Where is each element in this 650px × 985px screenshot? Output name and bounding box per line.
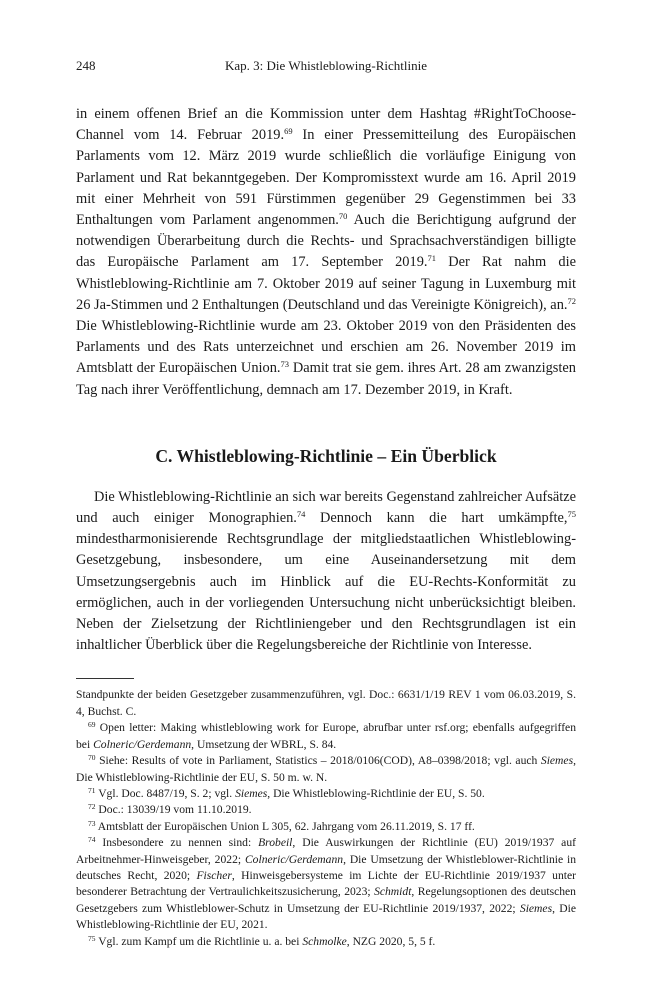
footnote-ref-69[interactable]: 69 <box>284 126 293 137</box>
running-head <box>76 58 576 78</box>
footnote-number: 70 <box>88 753 96 763</box>
author-name: Siemes <box>540 754 574 768</box>
footnote-ref-75[interactable]: 75 <box>567 509 576 520</box>
footnote-71: $^{71}$ Vgl. Doc. 8487/19, S. 2; vgl. Siemes, Die Whistleblowing-Richtlinie der EU, S. 50. <box>88 785 485 800</box>
footnote-ref-74[interactable]: 74 <box>296 509 306 520</box>
footnote-number: 75 <box>88 933 96 943</box>
footnote-number: 74 <box>88 835 96 845</box>
footnote-74: $^{74}$ Insbesondere zu nennen sind: Brobeil, Die Auswirkungen der Richtlinie (EU) 2019/1937 auf Arbeitnehmer-Hinweisgeber, 2022; Colneric/Gerdemann, Die Umsetzung der Whistleblower-Richtlinie in deutsches Recht, 2020; Fischer, Hinweisgebersysteme im Lichte der EU-Richtlinie 2019/1937 unter besonderer Betrachtung der Vertraulichkeitszusicherung, 2023; Schmidt, Regelungsoptionen des deutschen Gesetzgebers zum Whistleblower-Schutz in Umsetzung der EU-Richtlinie 2019/1937, 2022; Siemes, Die Whistleblowing-Richtlinie der EU, 2021. <box>76 835 576 932</box>
body-text <box>76 104 576 656</box>
author-name: Schmolke <box>302 934 347 948</box>
footnote-69: $^{69}$ Open letter: Making whistleblowing work for Europe, abrufbar unter rsf.org; ebenfalls aufgegriffen bei Colneric/Gerdemann, Umsetzung der WBRL, S. 84. <box>76 720 576 751</box>
paragraph: Die Whistleblowing-Richtlinie an sich war bereits Gegenstand zahlreicher Aufsätze und auch einiger Monographien.$^{74}$ Dennoch kann die hart umkämpfte,$^{75}$ mindestharmonisierende Rechtsgrundlage der mitgliedstaatlichen Whistleblowing-Gesetzgebung, insbesondere, um eine Auseinandersetzung mit dem Umsetzungsergebnis auch im Hinblick auf die EU-Rechts-Konformität zu ermöglichen, auch in der vorliegenden Untersuchung nicht unberücksichtigt bleiben. Neben der Zielsetzung der Richtliniengeber und den Rechtsgrundlagen ist ein inhaltlicher Überblick über die Regelungsbereiche der Richtlinie von Interesse. <box>76 488 576 654</box>
author-name: Brobeil <box>258 836 293 850</box>
author-name: Siemes <box>519 901 553 915</box>
book-page <box>76 58 576 950</box>
footnote-ref-71[interactable]: 71 <box>427 253 436 264</box>
footnote-number: 69 <box>88 720 96 730</box>
page-number: 248 <box>76 58 96 73</box>
footnote-72: $^{72}$ Doc.: 13039/19 vom 11.10.2019. <box>88 802 252 817</box>
footnote-ref-70[interactable]: 70 <box>338 211 348 222</box>
footnote-75: $^{75}$ Vgl. zum Kampf um die Richtlinie u. a. bei Schmolke, NZG 2020, 5, 5 f. <box>88 933 436 948</box>
footnote-divider <box>76 678 134 679</box>
footnote-number: 72 <box>88 802 96 812</box>
footnote-ref-72[interactable]: 72 <box>567 295 576 306</box>
footnote-number: 73 <box>88 818 96 828</box>
footnote-number: 71 <box>88 785 96 795</box>
footnote-73: $^{73}$ Amtsblatt der Europäischen Union L 305, 62. Jahrgang vom 26.11.2019, S. 17 ff. <box>88 818 475 833</box>
section-heading: C. Whistleblowing-Richtlinie – Ein Überblick <box>155 445 497 466</box>
author-name: Siemes <box>235 786 268 800</box>
footnote-continuation: Standpunkte der beiden Gesetzgeber zusammenzuführen, vgl. Doc.: 6631/1/19 REV 1 vom 06.03.2019, S. 4, Buchst. C. <box>76 688 576 718</box>
footnote-ref-73[interactable]: 73 <box>280 359 290 370</box>
author-name: Fischer <box>196 868 232 882</box>
chapter-title: Kap. 3: Die Whistleblowing-Richtlinie <box>225 58 427 73</box>
footnote-70: $^{70}$ Siehe: Results of vote in Parliament, Statistics – 2018/0106(COD), A8–0398/2018; vgl. auch Siemes, Die Whistleblowing-Richtlinie der EU, S. 50 m. w. N. <box>76 753 576 784</box>
paragraph-continued: in einem offenen Brief an die Kommission unter dem Hashtag #RightToChoose-Channel vom 14. Februar 2019.69 In einer Pressemitteilung des Europäischen Parlaments vom 12. März 2019 wurde schließlich die vorläufige Einigung von Parlament und Rat bekanntgegeben. Der Kompromisstext wurde am 16. April 2019 mit einer Mehrheit von 591 Fürstimmen gegenüber 29 Gegenstimmen bei 33 Enthaltungen vom Parlament angenommen.$^{70}$ Auch die Berichtigung aufgrund der notwendigen Überarbeitung durch die Rechts- und Sprachsachverständigen billigte das Europäische Parlament am 17. September 2019.71 Der Rat nahm die Whistleblowing-Richtlinie am 7. Oktober 2019 auf seiner Tagung in Luxemburg mit 26 Ja-Stimmen und 2 Enthaltungen (Deutschland und das Vereinigte Königreich), an.$^{72}$ Die Whistleblowing-Richtlinie wurde am 23. Oktober 2019 von den Präsidenten des Parlaments und des Rats unterzeichnet und erschien am 26. November 2019 im Amtsblatt der Europäischen Union.$^{73}$ Damit trat sie gem. ihres Art. 28 am zwanzigsten Tag nach ihrer Veröffentlichung, demnach am 17. Dezember 2019, in Kraft. <box>76 106 577 398</box>
author-name: Colneric/Gerdemann <box>244 852 344 866</box>
author-name: Schmidt <box>374 885 412 899</box>
footnotes <box>76 687 576 950</box>
author-name: Colneric/Gerdemann <box>93 737 192 751</box>
